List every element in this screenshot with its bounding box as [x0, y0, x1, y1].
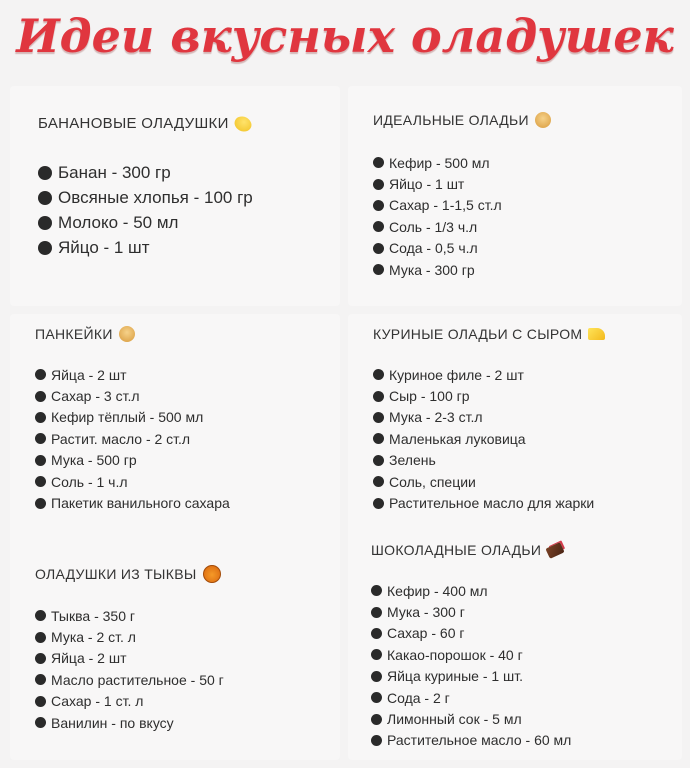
- bullet-icon: [35, 476, 46, 487]
- bullet-icon: [38, 191, 52, 205]
- bullet-icon: [371, 628, 382, 639]
- bullet-icon: [35, 391, 46, 402]
- ingredient-list: [35, 364, 230, 514]
- bullet-icon: [35, 610, 46, 621]
- list-item: Растит. масло - 2 ст.л: [35, 428, 230, 449]
- chocolate-icon: [546, 542, 565, 559]
- list-item: Овсяные хлопья - 100 гр: [38, 185, 253, 210]
- bullet-icon: [373, 221, 384, 232]
- list-item: Молоко - 50 мл: [38, 210, 253, 235]
- list-item: Яйцо - 1 шт: [373, 173, 551, 194]
- pumpkin-icon: [203, 565, 221, 583]
- ingredient-list: [373, 152, 551, 280]
- bullet-icon: [371, 585, 382, 596]
- bullet-icon: [373, 412, 384, 423]
- list-item: Куриное филе - 2 шт: [373, 364, 605, 385]
- bullet-icon: [373, 243, 384, 254]
- page-title: Идеи вкусных оладушек: [16, 9, 674, 63]
- section-ideal: [373, 112, 551, 280]
- bullet-icon: [35, 674, 46, 685]
- ingredient-list: [38, 160, 253, 260]
- list-item: Растительное масло - 60 мл: [371, 730, 571, 751]
- bullet-icon: [38, 216, 52, 230]
- list-item: Ванилин - по вкусу: [35, 712, 224, 733]
- section-heading: ИДЕАЛЬНЫЕ ОЛАДЬИ: [373, 112, 551, 128]
- bullet-icon: [35, 498, 46, 509]
- section-pumpkin: [35, 565, 224, 733]
- list-item: Растительное масло для жарки: [373, 492, 605, 513]
- ingredient-list: [371, 580, 571, 751]
- bullet-icon: [35, 369, 46, 380]
- bullet-icon: [373, 476, 384, 487]
- bullet-icon: [35, 433, 46, 444]
- list-item: Масло растительное - 50 г: [35, 669, 224, 690]
- bullet-icon: [35, 717, 46, 728]
- list-item: Соль, специи: [373, 471, 605, 492]
- list-item: Мука - 2-3 ст.л: [373, 407, 605, 428]
- list-item: Кефир - 500 мл: [373, 152, 551, 173]
- list-item: Тыква - 350 г: [35, 605, 224, 626]
- bullet-icon: [373, 391, 384, 402]
- bullet-icon: [373, 498, 384, 509]
- bullet-icon: [35, 653, 46, 664]
- bullet-icon: [371, 692, 382, 703]
- list-item: Маленькая луковица: [373, 428, 605, 449]
- list-item: Банан - 300 гр: [38, 160, 253, 185]
- pancake-icon: [119, 326, 135, 342]
- list-item: Зелень: [373, 450, 605, 471]
- bullet-icon: [38, 241, 52, 255]
- bullet-icon: [373, 200, 384, 211]
- list-item: Мука - 300 г: [371, 601, 571, 622]
- section-heading: КУРИНЫЕ ОЛАДЬИ С СЫРОМ: [373, 326, 605, 342]
- list-item: Сахар - 1 ст. л: [35, 691, 224, 712]
- list-item: Лимонный сок - 5 мл: [371, 708, 571, 729]
- list-item: Сахар - 3 ст.л: [35, 385, 230, 406]
- section-chicken: [373, 326, 605, 514]
- cheese-icon: [588, 328, 605, 340]
- bullet-icon: [371, 607, 382, 618]
- list-item: Кефир - 400 мл: [371, 580, 571, 601]
- bullet-icon: [373, 157, 384, 168]
- bullet-icon: [371, 735, 382, 746]
- bullet-icon: [35, 455, 46, 466]
- list-item: Яйца - 2 шт: [35, 648, 224, 669]
- list-item: Сода - 2 г: [371, 687, 571, 708]
- list-item: Мука - 2 ст. л: [35, 626, 224, 647]
- list-item: Сода - 0,5 ч.л: [373, 238, 551, 259]
- bullet-icon: [373, 433, 384, 444]
- bullet-icon: [371, 714, 382, 725]
- banana-icon: [232, 113, 253, 134]
- list-item: Мука - 300 гр: [373, 259, 551, 280]
- list-item: Сыр - 100 гр: [373, 385, 605, 406]
- list-item: Сахар - 1-1,5 ст.л: [373, 195, 551, 216]
- list-item: Мука - 500 гр: [35, 450, 230, 471]
- list-item: Сахар - 60 г: [371, 623, 571, 644]
- bullet-icon: [35, 412, 46, 423]
- section-chocolate: [371, 542, 571, 751]
- bullet-icon: [373, 179, 384, 190]
- bullet-icon: [35, 632, 46, 643]
- list-item: Яйца куриные - 1 шт.: [371, 666, 571, 687]
- list-item: Кефир тёплый - 500 мл: [35, 407, 230, 428]
- bullet-icon: [373, 264, 384, 275]
- list-item: Соль - 1 ч.л: [35, 471, 230, 492]
- bullet-icon: [38, 166, 52, 180]
- list-item: Яйцо - 1 шт: [38, 235, 253, 260]
- bullet-icon: [35, 696, 46, 707]
- list-item: Яйца - 2 шт: [35, 364, 230, 385]
- bullet-icon: [371, 671, 382, 682]
- section-heading: ШОКОЛАДНЫЕ ОЛАДЬИ: [371, 542, 571, 558]
- list-item: Какао-порошок - 40 г: [371, 644, 571, 665]
- section-banana: [38, 115, 253, 260]
- bullet-icon: [373, 369, 384, 380]
- section-heading: ОЛАДУШКИ ИЗ ТЫКВЫ: [35, 565, 224, 583]
- section-heading: ПАНКЕЙКИ: [35, 326, 230, 342]
- ingredient-list: [373, 364, 605, 514]
- list-item: Пакетик ванильного сахара: [35, 492, 230, 513]
- bullet-icon: [373, 455, 384, 466]
- section-heading: БАНАНОВЫЕ ОЛАДУШКИ: [38, 115, 253, 132]
- ingredient-list: [35, 605, 224, 733]
- bullet-icon: [371, 649, 382, 660]
- list-item: Соль - 1/3 ч.л: [373, 216, 551, 237]
- pancake-icon: [535, 112, 551, 128]
- section-pancakes: [35, 326, 230, 514]
